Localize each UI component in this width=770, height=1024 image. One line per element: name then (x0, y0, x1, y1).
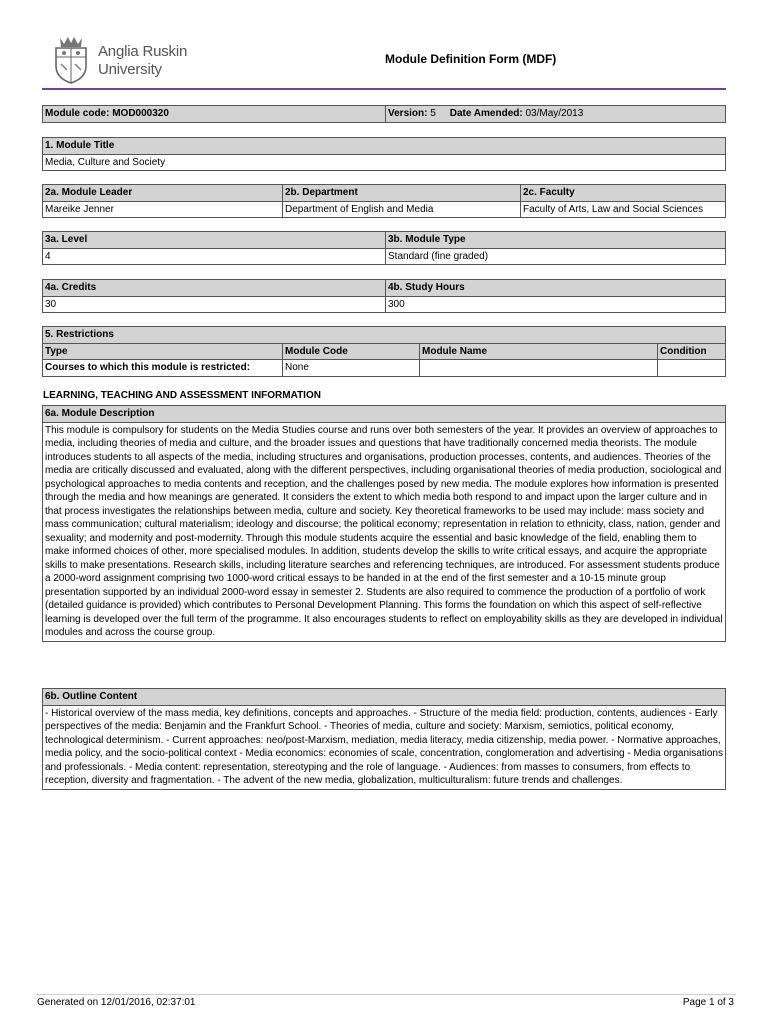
restrictions-heading: 5. Restrictions (43, 327, 726, 344)
version-cell (386, 106, 726, 123)
module-title-heading: 1. Module Title (43, 138, 726, 155)
module-leader-value: Mareike Jenner (43, 201, 283, 218)
study-hours-heading: 4b. Study Hours (386, 280, 726, 297)
restrictions-row-type: Courses to which this module is restricted: (43, 360, 283, 377)
level-value: 4 (43, 248, 386, 265)
faculty-heading: 2c. Faculty (521, 185, 726, 202)
level-table (42, 231, 726, 265)
footer-divider (36, 994, 736, 995)
restrictions-col-condition: Condition (658, 343, 726, 360)
restrictions-col-name: Module Name (420, 343, 658, 360)
outline-content-table (42, 688, 726, 790)
module-leader-table (42, 184, 726, 218)
restrictions-col-code: Module Code (283, 343, 420, 360)
date-amended-label: Date Amended: (449, 108, 523, 119)
module-code-cell: Module code: MOD000320 (43, 106, 386, 123)
module-description-table (42, 405, 726, 642)
restrictions-row-code: None (283, 360, 420, 377)
page-number: Page 1 of 3 (682, 997, 734, 1008)
restrictions-col-type: Type (43, 343, 283, 360)
module-type-value: Standard (fine graded) (386, 248, 726, 265)
module-meta-table (42, 105, 726, 123)
date-amended-value: 03/May/2013 (525, 108, 584, 119)
department-value: Department of English and Media (283, 201, 521, 218)
module-type-heading: 3b. Module Type (386, 232, 726, 249)
department-heading: 2b. Department (283, 185, 521, 202)
study-hours-value: 300 (386, 296, 726, 313)
ltai-heading: LEARNING, TEACHING AND ASSESSMENT INFORMATION (43, 390, 321, 401)
logo-text-line1: Anglia Ruskin (98, 43, 188, 60)
logo-text-line2: University (98, 61, 162, 78)
form-title: Module Definition Form (MDF) (385, 52, 557, 66)
module-title-table (42, 137, 726, 171)
module-title-value: Media, Culture and Society (43, 154, 726, 171)
module-description-text: This module is compulsory for students on the Media Studies course and runs over both semesters of the year. It provides an overview of approaches to media, including theories of media and culture, and the broader issues and questions that have traditionally concerned media theorists. The module introduces students to all aspects of the media, including structures and organisations, production processes, contents, and audiences. Theories of the media are critically discussed and evaluated, along with the different perspectives, including organisational theories of media production, sociological and psychological approaches to media contents and reception, and the challenges posed by new media. The module explores how information is presented through the media and how meanings are generated. It considers the extent to which media both respond to and impact upon the larger culture and in that process investigates the relationships between media, culture and society. Key theoretical frameworks to be used may include: mass society and mass communication; cultural materialism; ideology and discourse; the political economy; representation in relation to ethnicity, class, nation, gender and sexuality; and modernity and post-modernity. Through this module students acquire the essential and basic knowledge of the field, enabling them to make informed choices of other, more specialised modules. In addition, students develop the skills to write critical essays, and acquire the appropriate skills to make presentations. Research skills, including literature searches and referencing techniques, are introduced. For assessment students produce a 2000-word assignment comprising two 1000-word critical essays to be handed in at the end of the first semester and a 10-15 minute group presentation supported by an individual 2000-word essay in semester 2. Students are also required to commence the production of a portfolio of work (detailed guidance is provided) which contributes to Personal Development Planning. This forms the foundation on which this aspect of self-reflective learning is developed over the full term of the programme. It also encourages students to reflect on employability skills as they are developed in individual modules and across the course group. (43, 422, 726, 641)
version-label: Version: (388, 108, 428, 119)
credits-heading: 4a. Credits (43, 280, 386, 297)
module-leader-heading: 2a. Module Leader (43, 185, 283, 202)
header-divider (42, 88, 726, 90)
outline-content-text: - Historical overview of the mass media, key definitions, concepts and approaches. - Structure of the media field: production, contents, audiences - Early perspectives of the media: Benjamin and the Frankfurt School. - Theories of media, culture and society: Marxism, semiotics, political economy, technological determinism. - Current approaches: neo/post-Marxism, mediation, media literacy, media citizenship, media power. - Normative approaches, media policy, and the socio-political context - Media economics: economies of scale, concentration, conglomeration and advertising - Media organisations and professionals. - Media content: representation, stereotyping and the role of language. - Audiences: from masses to consumers, from effects to reception, diversity and fragmentation. - The advent of the new media, globalization, multiculturalism: future trends and challenges. (43, 705, 726, 789)
outline-content-heading: 6b. Outline Content (43, 689, 726, 706)
restrictions-row-name (420, 360, 658, 377)
restrictions-table (42, 326, 726, 377)
generated-timestamp: Generated on 12/01/2016, 02:37:01 (37, 997, 196, 1008)
university-logo (50, 34, 210, 84)
credits-table (42, 279, 726, 313)
level-heading: 3a. Level (43, 232, 386, 249)
restrictions-row-condition (658, 360, 726, 377)
faculty-value: Faculty of Arts, Law and Social Sciences (521, 201, 726, 218)
credits-value: 30 (43, 296, 386, 313)
crest-icon (50, 34, 92, 84)
module-description-heading: 6a. Module Description (43, 406, 726, 423)
version-value: 5 (430, 108, 436, 119)
